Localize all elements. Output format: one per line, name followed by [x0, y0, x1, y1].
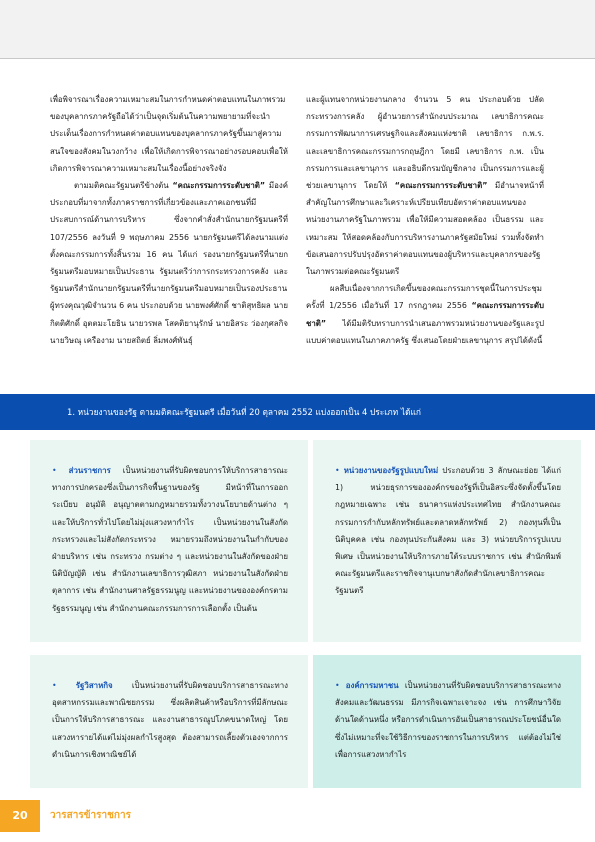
- page-footer: [0, 800, 595, 832]
- bullet-icon: •: [335, 466, 340, 475]
- left-paragraph-1: เพื่อพิจารณาเรื่องความเหมาะสมในการกำหนดค่าตอบแทนในภาพรวมของบุคลากรภาครัฐถือได้ว่าเป็นจุดเริ่มต้นในความพยายามที่จะนำประเด็นเรื่องการกำหนดค่าตอบแทนของบุคลากรภาครัฐขึ้นมาสู่ความสนใจของสังคมในวงกว้าง เพื่อให้เกิดการพิจารณาอย่างรอบคอบเพื่อให้เกิดการพิจารณาความเหมาะสมในเรื่องนี้อย่างจริงจัง: [50, 95, 288, 173]
- agency-box-new-form: [313, 440, 581, 642]
- left-paragraph-2: ตามมติคณะรัฐมนตรีข้างต้น “คณะกรรมการระดับชาติ” มีองค์ประกอบที่มาจากทั้งภาคราชการที่เกี่ยวข้องและภาคเอกชนที่มีประสบการณ์ด้านการบริหาร ซึ่งจากคำสั่งสำนักนายกรัฐมนตรีที่ 107/2556 ลงวันที่ 9 พฤษภาคม 2556 นายกรัฐมนตรีได้ลงนามแต่งตั้งคณะกรรมการทั้งสิ้นรวม 16 คน ได้แก่ รองนายกรัฐมนตรีที่นายกรัฐมนตรีมอบหมายเป็นประธาน รัฐมนตรีว่าการกระทรวงการคลัง และรัฐมนตรีสำนักนายกรัฐมนตรีที่นายกรัฐมนตรีมอบหมายเป็นรองประธาน ผู้ทรงคุณวุฒิจำนวน 6 คน ประกอบด้วย นายพงศ์ศักดิ์ ชาติสุทธิผล นายกิตติศักดิ์ อุตตมะโยธิน นายวรพล โสคติยานุรักษ์ นายอิสระ ว่องกุศลกิจ นายวิษณุ เครืองาม นายสถิตย์ ลิ่มพงศ์พันธุ์: [50, 181, 288, 345]
- committee-term: “คณะกรรมการระดับชาติ”: [172, 181, 266, 191]
- section-banner: [0, 394, 595, 430]
- bullet-icon: •: [52, 466, 57, 475]
- header-divider: [0, 58, 595, 59]
- agency-box-state-enterprise: [30, 655, 308, 788]
- publication-name: วารสารข้าราชการ: [50, 810, 131, 821]
- agency-box-government: [30, 440, 308, 642]
- agency-description: เป็นหน่วยงานที่รับผิดชอบบริการสาธารณะทางสังคมและวัฒนธรรม มีภารกิจเฉพาะเจาะจง เช่น การศึกษาวิจัยด้านใดด้านหนึ่ง หรือการดำเนินการอันเป็นสาธารณประโยชน์อื่นใด ซึ่งไม่เหมาะที่จะใช้วิธีการของราชการในการบริหาร แต่ต้องไม่ใช่เพื่อการแสวงหากำไร: [335, 681, 562, 759]
- agency-term: รัฐวิสาหกิจ: [75, 681, 113, 690]
- right-paragraph-1: และผู้แทนจากหน่วยงานกลาง จำนวน 5 คน ประกอบด้วย ปลัดกระทรวงการคลัง ผู้อำนวยการสำนักงบประมาณ เลขาธิการคณะกรรมการพัฒนาการเศรษฐกิจและสังคมแห่งชาติ เลขาธิการ ก.พ.ร. และเลขาธิการคณะกรรมการกฤษฎีกา โดยมี เลขาธิการ ก.พ. เป็นกรรมการและเลขานุการ และอธิบดีกรมบัญชีกลาง เป็นกรรมการและผู้ช่วยเลขานุการ โดยให้ “คณะกรรมการระดับชาติ” มีอำนาจหน้าที่สำคัญในการศึกษาและวิเคราะห์เปรียบเทียบอัตราค่าตอบแทนของหน่วยงานภาครัฐในภาพรวม เพื่อให้มีความสอดคล้อง เป็นธรรม และเหมาะสม ให้สอดคล้องกับการบริหารงานภาครัฐสมัยใหม่ รวมทั้งจัดทำข้อเสนอการปรับปรุงอัตราค่าตอบแทนของผู้บริหารและบุคลากรของรัฐในภาพรวมต่อคณะรัฐมนตรี: [306, 95, 544, 277]
- agency-term: หน่วยงานของรัฐรูปแบบใหม่: [343, 466, 439, 475]
- page-number: 20: [0, 800, 40, 832]
- bullet-icon: •: [335, 681, 340, 690]
- agency-term: ส่วนราชการ: [68, 466, 111, 475]
- bullet-icon: •: [52, 681, 57, 690]
- committee-term: “คณะกรรมการระดับชาติ”: [394, 181, 488, 191]
- left-column: [50, 91, 288, 375]
- agency-description: เป็นหน่วยงานที่รับผิดชอบบริการสาธารณะทางอุตสาหกรรมและพาณิชยกรรม ซึ่งผลิตสินค้าหรือบริการที่มีลักษณะเป็นการให้บริการสาธารณะ และงานสาธารณูปโภคขนาดใหญ่ โดยแสวงหารายได้แต่ไม่มุ่งผลกำไรสูงสุด ต้องสามารถเลี้ยงตัวเองจากการดำเนินการเชิงพาณิชย์ได้: [52, 681, 289, 759]
- page-header-band: [0, 0, 595, 58]
- committee-term: “คณะกรรมการระดับชาติ”: [306, 301, 544, 328]
- agency-description: ประกอบด้วย 3 ลักษณะย่อย ได้แก่ 1) หน่วยธุรการขององค์กรของรัฐที่เป็นอิสระซึ่งจัดตั้งขึ้นโดยกฎหมายเฉพาะ เช่น ธนาคารแห่งประเทศไทย สำนักงานคณะกรรมการกำกับหลักทรัพย์และตลาดหลักทรัพย์ 2) กองทุนที่เป็นนิติบุคคล เช่น กองทุนประกันสังคม และ 3) หน่วยบริการรูปแบบพิเศษ เป็นหน่วยงานให้บริการภายใต้ระบบราชการ เช่น สำนักพิมพ์คณะรัฐมนตรีและราชกิจจานุเบกษาสังกัดสำนักเลขาธิการคณะรัฐมนตรี: [335, 466, 561, 596]
- right-column: [306, 91, 544, 375]
- right-paragraph-2: ผลสืบเนื่องจากการเกิดขึ้นของคณะกรรมการชุดนี้ในการประชุมครั้งที่ 1/2556 เมื่อวันที่ 17 กรกฎาคม 2556 “คณะกรรมการระดับชาติ” ได้มีมติรับทราบการนำเสนอภาพรวมหน่วยงานของรัฐและรูปแบบค่าตอบแทนในภาคภาครัฐ ซึ่งเสนอโดยฝ่ายเลขานุการ สรุปได้ดังนี้: [306, 284, 544, 345]
- section-heading: 1. หน่วยงานของรัฐ ตามมติคณะรัฐมนตรี เมื่อวันที่ 20 ตุลาคม 2552 แบ่งออกเป็น 4 ประเภท ได้แก่: [67, 407, 421, 417]
- agency-description: เป็นหน่วยงานที่รับผิดชอบการให้บริการสาธารณะทางการปกครองซึ่งเป็นภารกิจพื้นฐานของรัฐ มีหน้าที่ในการออกระเบียบ อนุมัติ อนุญาตตามกฎหมายรวมทั้งวางนโยบายด้านต่าง ๆ และให้บริการทั่วไปโดยไม่มุ่งแสวงหากำไร เป็นหน่วยงานในสังกัดกระทรวงและไม่สังกัดกระทรวง หมายรวมถึงหน่วยงานในกำกับของฝ่ายบริหาร เช่น กระทรวง กรมต่าง ๆ และหน่วยงานในสังกัดของฝ่ายนิติบัญญัติ เช่น สำนักงานเลขาธิการวุฒิสภา หน่วยงานในสังกัดฝ่ายตุลาการ เช่น สำนักงานศาลรัฐธรรมนูญ และหน่วยงานขององค์กรตามรัฐธรรมนูญ เช่น สำนักงานคณะกรรมการการเลือกตั้ง เป็นต้น: [52, 466, 288, 613]
- agency-term: องค์การมหาชน: [345, 681, 399, 690]
- agency-box-public-organization: [313, 655, 581, 788]
